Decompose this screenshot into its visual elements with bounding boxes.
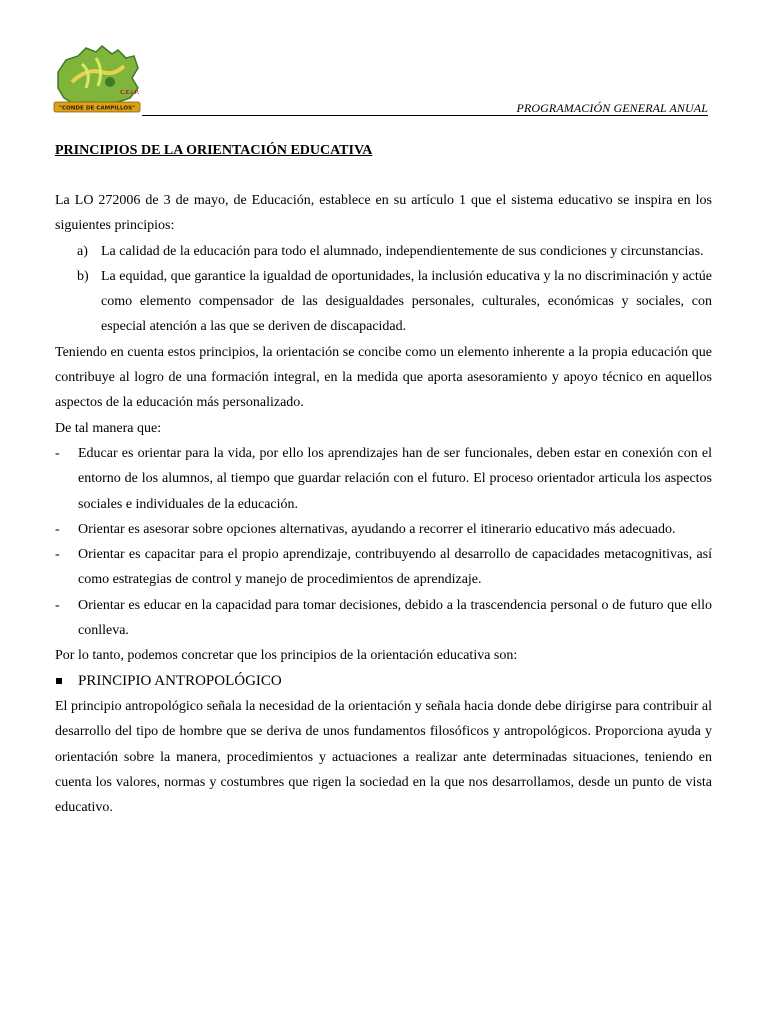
document-body [55, 138, 712, 820]
list-item-text: La calidad de la educación para todo el alumnado, independientemente de sus condiciones y circunstancias. [101, 243, 704, 259]
list-item-text: Orientar es asesorar sobre opciones alternativas, ayudando a recorrer el itinerario educativo más adecuado. [78, 521, 676, 537]
section-heading-text: PRINCIPIO ANTROPOLÓGICO [78, 672, 282, 689]
list-item-text: Orientar es educar en la capacidad para tomar decisiones, debido a la trascendencia personal o de futuro que ello conlleva. [78, 597, 712, 639]
list-marker: - [55, 597, 60, 613]
list-item [55, 542, 712, 593]
list-item [55, 593, 712, 644]
square-bullet-icon [56, 678, 62, 684]
logo-caption-top: C.E.I.P. [120, 90, 140, 96]
intro-paragraph: La LO 272006 de 3 de mayo, de Educación, establece en su artículo 1 que el sistema educativo se inspira en los siguientes principios: [55, 193, 712, 234]
list-item [55, 517, 712, 542]
list-marker: - [55, 521, 60, 537]
list-item [55, 441, 712, 517]
list-item [55, 239, 712, 264]
list-marker: a) [77, 243, 88, 259]
running-title: PROGRAMACIÓN GENERAL ANUAL [516, 101, 708, 115]
paragraph: Teniendo en cuenta estos principios, la orientación se concibe como un elemento inherente a la propia educación que contribuye al logro de una formación integral, en la medida que aporta asesoramiento y apoyo técnico en aquellos aspectos de la educación más personalizado. [55, 344, 712, 411]
paragraph: De tal manera que: [55, 420, 162, 436]
section-heading [55, 669, 712, 694]
list-item-text: Educar es orientar para la vida, por ello los aprendizajes han de ser funcionales, deben estar en conexión con el entorno de los alumnos, al tiempo que guardar relación con el futuro. El proceso orientador articula los aspectos sociales e individuales de la educación. [78, 445, 712, 512]
list-item-text: La equidad, que garantice la igualdad de oportunidades, la inclusión educativa y la no discriminación y actúe como elemento compensador de las desigualdades personales, culturales, económicas y sociales, con especial atención a las que se deriven de discapacidad. [101, 268, 712, 335]
logo-banner-text: "CONDE DE CAMPILLOS" [58, 105, 136, 112]
paragraph: El principio antropológico señala la necesidad de la orientación y señala hacia donde debe dirigirse para contribuir al desarrollo del tipo de hombre que se deriva de unos fundamentos filosóficos y antropológicos. Proporciona ayuda y orientación sobre la manera, procedimientos y actuaciones a realizar ante determinadas situaciones, teniendo en cuenta los valores, normas y costumbres que rigen la sociedad en la que nos desarrollamos, desde un punto de vista educativo. [55, 698, 712, 816]
list-marker: b) [77, 268, 89, 284]
document-title: PRINCIPIOS DE LA ORIENTACIÓN EDUCATIVA [55, 143, 373, 158]
list-item-text: Orientar es capacitar para el propio aprendizaje, contribuyendo al desarrollo de capacidades metacognitivas, así como estrategias de control y manejo de procedimientos de aprendizaje. [78, 547, 712, 588]
paragraph: Por lo tanto, podemos concretar que los principios de la orientación educativa son: [55, 648, 518, 664]
school-logo [52, 42, 144, 116]
list-marker: - [55, 547, 60, 563]
list-item [55, 264, 712, 340]
list-marker: - [55, 445, 60, 461]
